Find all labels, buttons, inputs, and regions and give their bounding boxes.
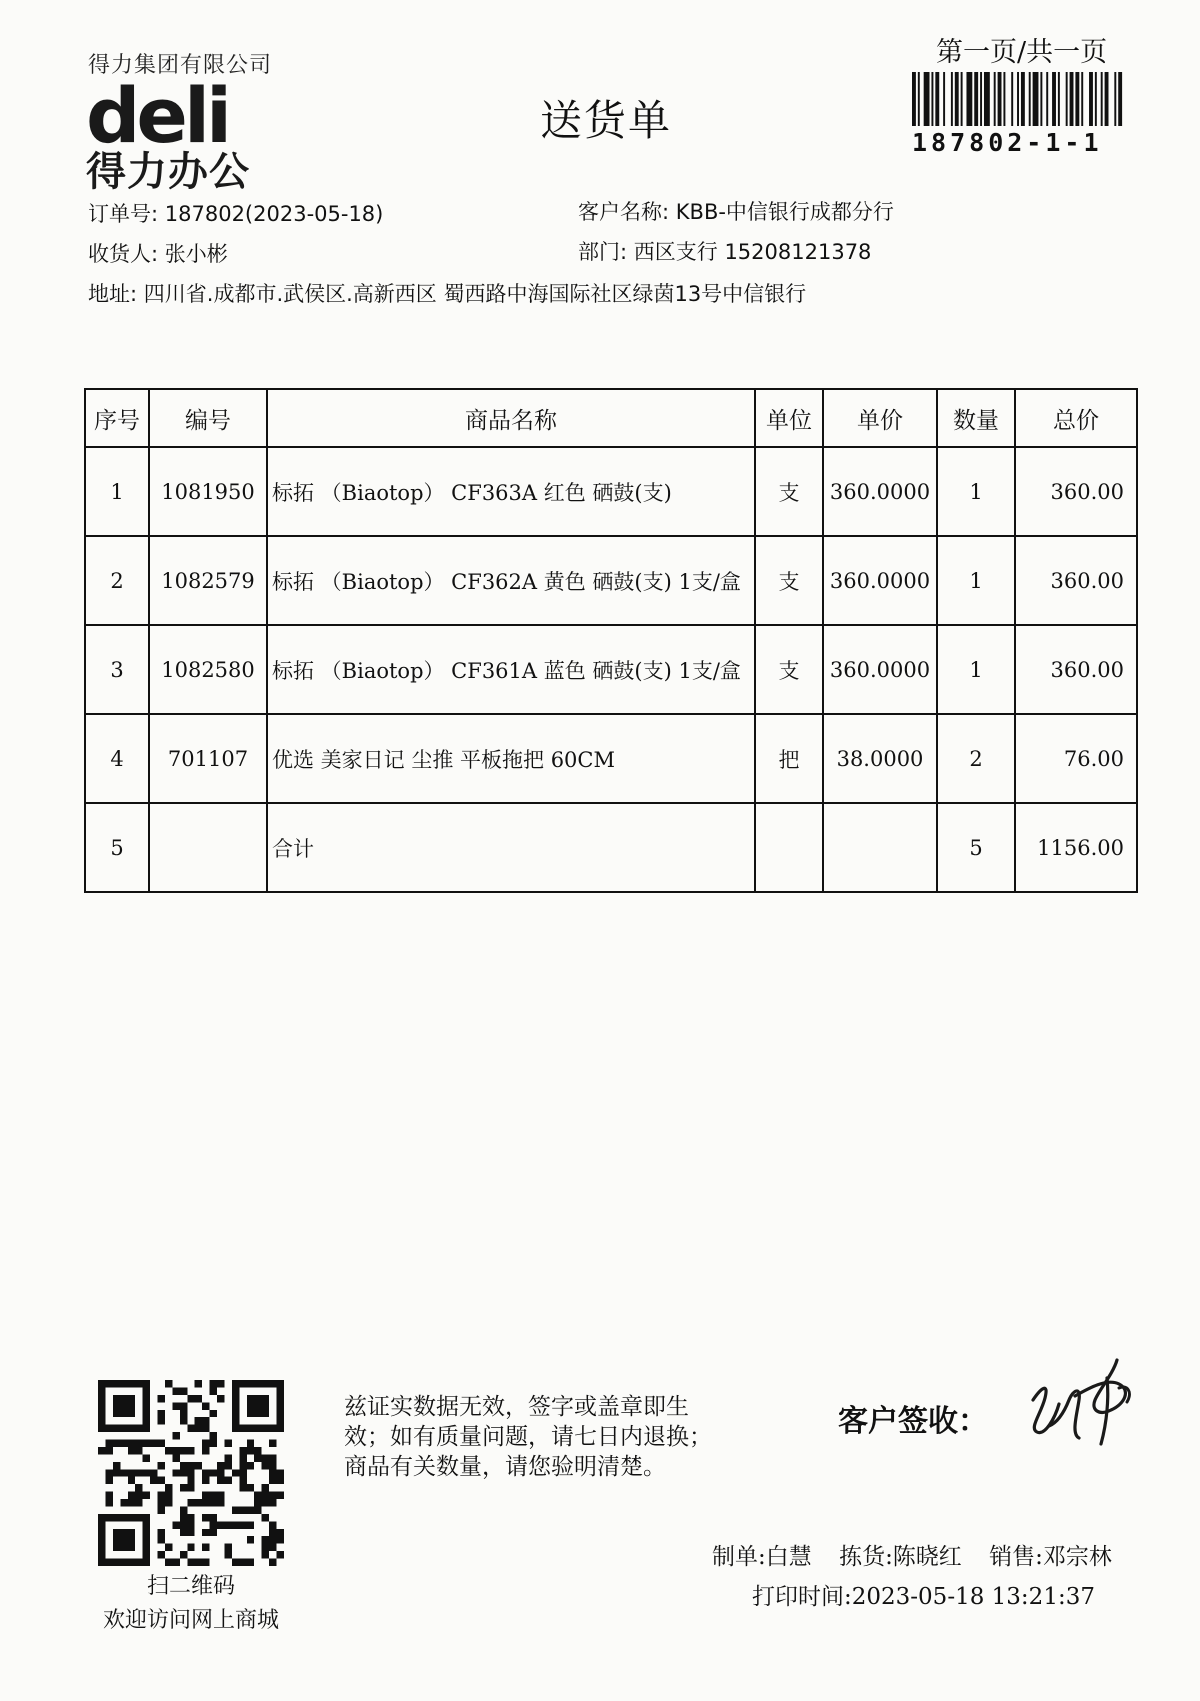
order-number-line (88, 198, 383, 228)
receiver-label: 收货人: (88, 242, 159, 266)
customer-value: KBB-中信银行成都分行 (675, 200, 894, 224)
cell-code: 1081950 (149, 447, 267, 536)
address-line (88, 278, 806, 308)
column-header-seq: 序号 (85, 389, 149, 447)
cell-qty: 1 (937, 536, 1015, 625)
column-header-qty: 数量 (937, 389, 1015, 447)
cell-total: 1156.00 (1015, 803, 1137, 892)
delivery-items-table (84, 388, 1138, 893)
cell-name: 标拓 （Biaotop） CF361A 蓝色 硒鼓(支) 1支/盒 (267, 625, 755, 714)
cell-seq: 3 (85, 625, 149, 714)
cell-code: 701107 (149, 714, 267, 803)
cell-code (149, 803, 267, 892)
column-header-price: 单价 (823, 389, 937, 447)
receiver-line (88, 238, 228, 268)
qr-caption (76, 1570, 306, 1638)
cell-unit (755, 803, 823, 892)
cell-unit: 支 (755, 447, 823, 536)
maker-name: 制单:白慧 (712, 1544, 812, 1570)
order-number-label: 订单号: (88, 202, 159, 226)
picker-name: 拣货:陈晓红 (839, 1544, 962, 1570)
column-header-total: 总价 (1015, 389, 1137, 447)
notice-line: 商品有关数量，请您验明清楚。 (344, 1454, 666, 1480)
cell-unit: 支 (755, 536, 823, 625)
notice-text (344, 1392, 764, 1482)
print-time: 打印时间:2023-05-18 13:21:37 (752, 1584, 1095, 1610)
cell-unit: 把 (755, 714, 823, 803)
notice-line: 效；如有质量问题，请七日内退换； (344, 1424, 712, 1450)
cell-seq: 2 (85, 536, 149, 625)
cell-name: 合计 (267, 803, 755, 892)
company-name: 得力集团有限公司 (88, 53, 273, 78)
table-row (85, 625, 1137, 714)
customer-line (578, 196, 894, 226)
table-row-total (85, 803, 1137, 892)
address-label: 地址: (88, 282, 138, 306)
document-title: 送货单 (540, 96, 673, 145)
logo-text-en: deli (86, 71, 229, 160)
cell-qty: 2 (937, 714, 1015, 803)
customer-sign-label: 客户签收： (838, 1404, 988, 1439)
cell-seq: 1 (85, 447, 149, 536)
column-header-unit: 单位 (755, 389, 823, 447)
barcode-icon (912, 72, 1126, 126)
cell-total: 360.00 (1015, 447, 1137, 536)
deli-logo (86, 71, 286, 195)
cell-name: 优选 美家日记 尘推 平板拖把 60CM (267, 714, 755, 803)
cell-qty: 1 (937, 625, 1015, 714)
barcode-number: 187802-1-1 (912, 128, 1103, 157)
cell-name: 标拓 （Biaotop） CF362A 黄色 硒鼓(支) 1支/盒 (267, 536, 755, 625)
department-line (578, 236, 871, 266)
cell-price: 360.0000 (823, 625, 937, 714)
cell-code: 1082579 (149, 536, 267, 625)
cell-unit: 支 (755, 625, 823, 714)
page-indicator: 第一页/共一页 (936, 37, 1108, 68)
receiver-value: 张小彬 (164, 242, 228, 266)
cell-seq: 4 (85, 714, 149, 803)
table-row (85, 536, 1137, 625)
notice-line: 兹证实数据无效，签字或盖章即生 (344, 1394, 689, 1420)
cell-total: 360.00 (1015, 625, 1137, 714)
cell-name: 标拓 （Biaotop） CF363A 红色 硒鼓(支) (267, 447, 755, 536)
cell-code: 1082580 (149, 625, 267, 714)
cell-total: 360.00 (1015, 536, 1137, 625)
column-header-name: 商品名称 (267, 389, 755, 447)
table-header-row (85, 389, 1137, 447)
handwritten-signature (1015, 1348, 1145, 1458)
cell-seq: 5 (85, 803, 149, 892)
table-row (85, 447, 1137, 536)
department-label: 部门: (578, 240, 628, 264)
qr-caption-scan: 扫二维码 (146, 1574, 235, 1599)
cell-price: 38.0000 (823, 714, 937, 803)
cell-qty: 1 (937, 447, 1015, 536)
table-row (85, 714, 1137, 803)
logo-text-cn: 得力办公 (86, 149, 250, 195)
column-header-code: 编号 (149, 389, 267, 447)
cell-price: 360.0000 (823, 536, 937, 625)
qr-caption-mall: 欢迎访问网上商城 (102, 1608, 279, 1633)
cell-price: 360.0000 (823, 447, 937, 536)
staff-line (712, 1538, 1132, 1571)
department-value: 西区支行 15208121378 (633, 240, 872, 264)
cell-price (823, 803, 937, 892)
cell-qty: 5 (937, 803, 1015, 892)
cell-total: 76.00 (1015, 714, 1137, 803)
sales-name: 销售:邓宗林 (989, 1544, 1112, 1570)
address-value: 四川省.成都市.武侯区.高新西区 蜀西路中海国际社区绿茵13号中信银行 (143, 282, 807, 306)
qr-code-icon (98, 1380, 284, 1566)
customer-label: 客户名称: (578, 200, 670, 224)
order-number-value: 187802(2023-05-18) (164, 202, 384, 226)
